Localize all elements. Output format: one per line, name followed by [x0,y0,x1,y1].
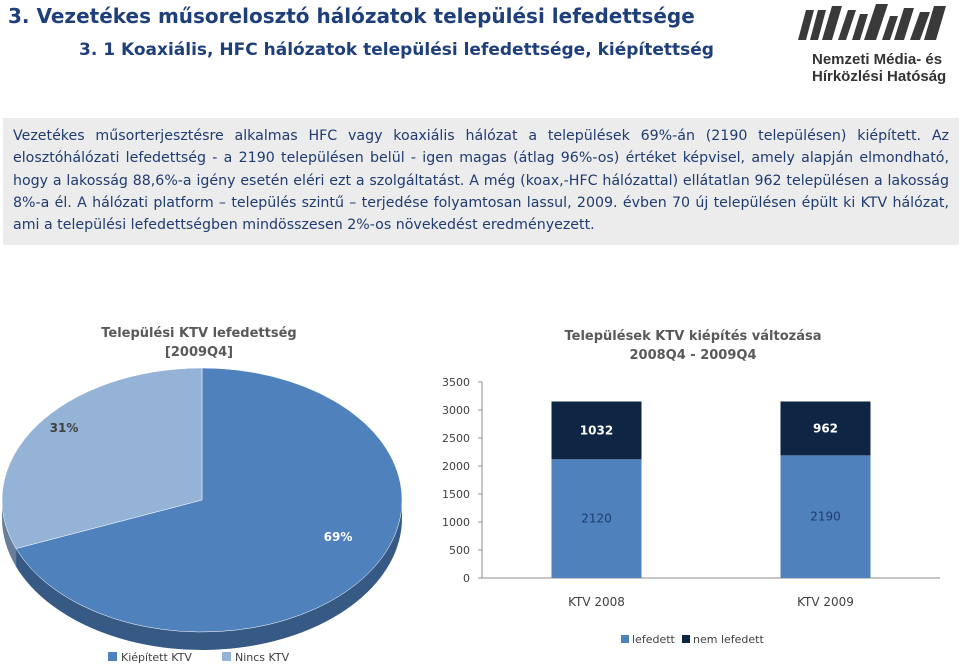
y-tick-label: 2000 [442,460,470,473]
y-tick-label: 2500 [442,432,470,445]
bar-data-label: 962 [812,421,839,436]
bar-data-label: 2190 [810,509,841,524]
bar-chart-title-line-2: 2008Q4 - 2009Q4 [629,348,757,363]
bar-data-label: 1032 [579,423,614,438]
legend-swatch-nem-lefedett [682,635,690,643]
nmhh-logo [792,2,954,92]
bar-chart-y-ticks [442,376,482,585]
bar-data-label: 2120 [581,511,612,526]
legend-label-nem-lefedett: nem lefedett [693,633,764,646]
logo-line-2: Hírközlési Hatóság [812,68,947,85]
page-subtitle: 3. 1 Koaxiális, HFC hálózatok települési lefedettsége, kiépítettség [79,40,714,60]
y-tick-label: 500 [449,544,470,557]
legend-swatch-lefedett [621,635,629,643]
x-tick-label: KTV 2008 [568,595,625,609]
bar-chart-x-labels [568,595,854,609]
y-tick-label: 3500 [442,376,470,389]
legend-swatch-nincs-ktv [222,652,231,661]
pie-legend [108,651,290,664]
bar-chart-axes [482,382,940,578]
bar-chart [425,310,960,671]
legend-label-nincs-ktv: Nincs KTV [235,651,290,664]
summary-text: Vezetékes műsorterjesztésre alkalmas HFC vagy koaxiális hálózat a települések 69%-án (2190 településen) kiépített. Az elosztóhálózati lefedettség - a 2190 településen belül - igen magas (átlag 96%-os) értéket képvisel, amely alapján elmondható, hogy a lakosság 88,6%-a igény esetén eléri ezt a szolgáltatást. A még (koax,-HFC hálózattal) ellátatlan 962 településen a lakosság 8%-a él. A hálózati platform – település szintű – terjedése folyamtosan lassul, 2009. évben 70 új településen épült ki KTV hálózat, ami a települési lefedettségben mindösszesen 2%-os növekedést eredményezett. [13,128,949,234]
legend-label-lefedett: lefedett [632,633,675,646]
pie-slices [2,368,402,650]
page-title: 3. Vezetékes műsorelosztó hálózatok települési lefedettsége [8,4,695,28]
pie-label-nincs-ktv: 31% [49,421,79,435]
pie-chart-title-line-1: Települési KTV lefedettség [101,326,297,341]
pie-label-kiepitett-ktv: 69% [323,530,353,544]
legend-swatch-kiepitett-ktv [108,652,117,661]
y-tick-label: 3000 [442,404,470,417]
bar-legend [621,633,764,646]
x-tick-label: KTV 2009 [797,595,854,609]
y-tick-label: 1500 [442,488,470,501]
logo-line-1: Nemzeti Média- és [812,51,943,68]
y-tick-label: 0 [463,572,470,585]
summary-text-box [3,118,959,245]
pie-chart [0,310,420,671]
legend-label-kiepitett-ktv: Kiépített KTV [121,651,192,664]
bar-chart-title-line-1: Települések KTV kiépítés változása [564,329,822,344]
pie-chart-title-line-2: [2009Q4] [164,345,234,360]
bar-chart-bars [552,401,871,578]
y-tick-label: 1000 [442,516,470,529]
nmhh-logo-mark-icon [798,4,946,40]
